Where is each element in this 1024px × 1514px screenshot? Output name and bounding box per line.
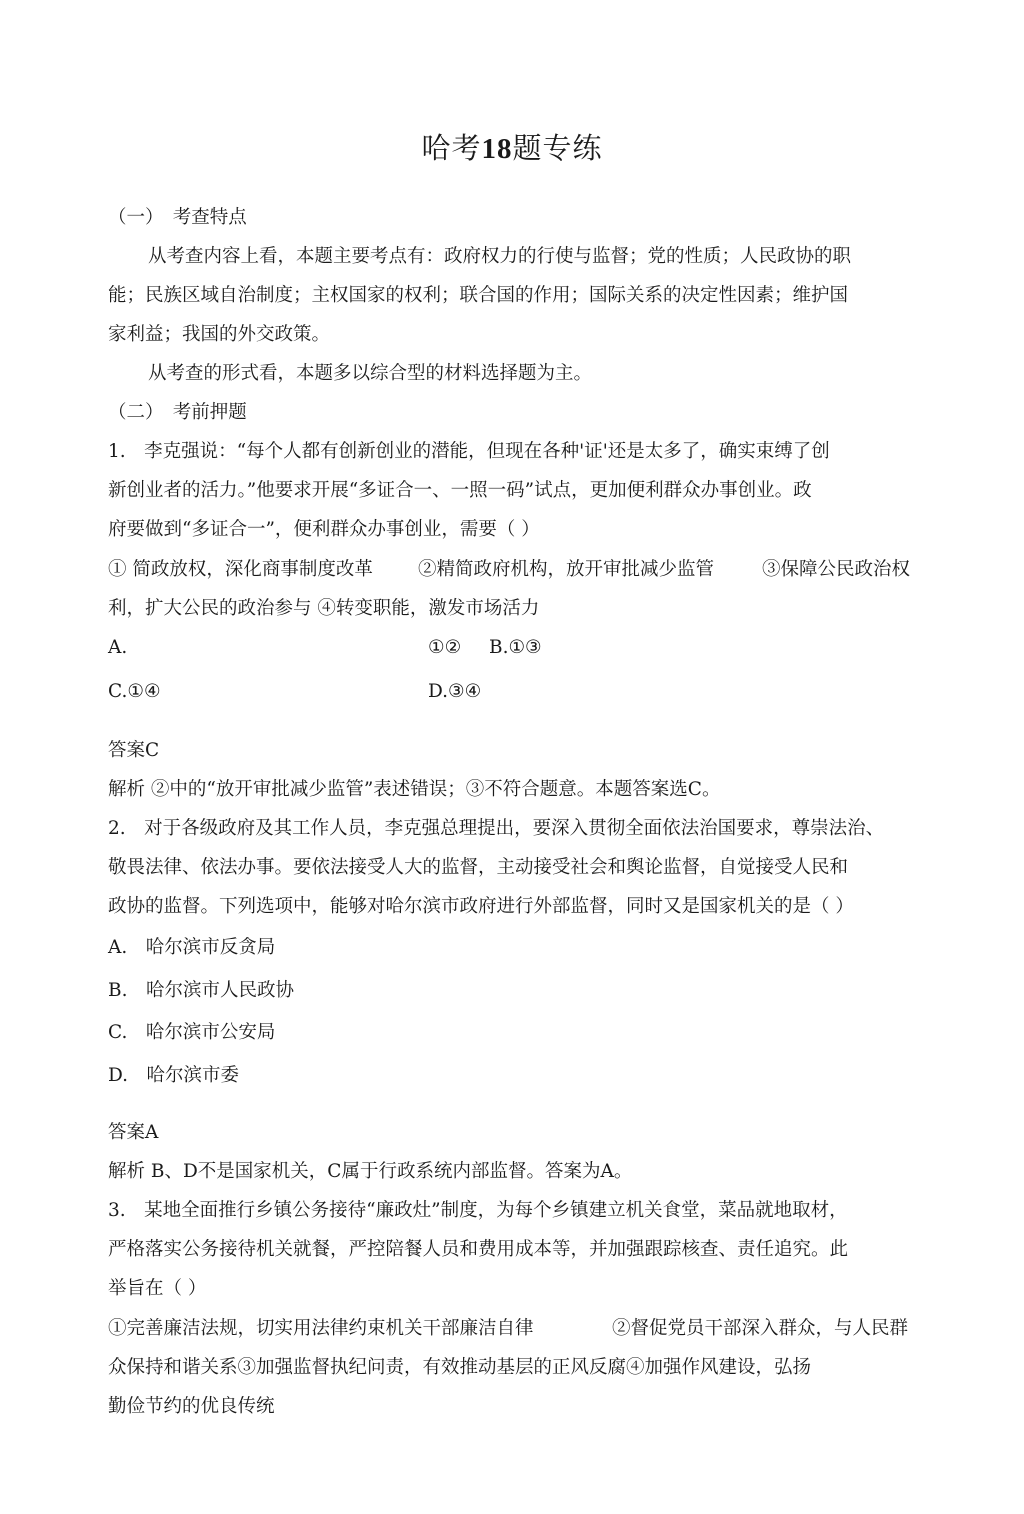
q2-analysis: 解析 B、D不是国家机关，C属于行政系统内部监督。答案为A。 xyxy=(108,1161,633,1182)
q2-option-d: D. 哈尔滨市委 xyxy=(108,1065,240,1086)
q1-options-line-1b: ②精简政府机构，放开审批减少监管 xyxy=(418,559,715,580)
title-suffix: 题专练 xyxy=(512,131,603,165)
q2-option-a: A. 哈尔滨市反贪局 xyxy=(108,937,276,958)
q3-options-line-3: 勤俭节约的优良传统 xyxy=(108,1396,275,1417)
q1-answer: 答案C xyxy=(108,740,160,761)
q1-stem-line-1: 1. 李克强说：“每个人都有创新创业的潜能，但现在各种'证'还是太多了，确实束缚了创 xyxy=(108,441,830,462)
page-title xyxy=(0,126,1024,167)
q1-stem-line-2: 新创业者的活力。”他要求开展“多证合一、一照一码”试点，更加便利群众办事创业。政 xyxy=(108,480,812,501)
q1-analysis: 解析 ②中的“放开审批减少监管”表述错误；③不符合题意。本题答案选C。 xyxy=(108,779,721,800)
section-1-paragraph-2: 从考查的形式看，本题多以综合型的材料选择题为主。 xyxy=(148,363,593,384)
q2-stem-line-1: 2. 对于各级政府及其工作人员，李克强总理提出，要深入贯彻全面依法治国要求，尊崇法治、 xyxy=(108,818,885,839)
q2-option-b: B. 哈尔滨市人民政协 xyxy=(108,980,294,1001)
q2-stem-line-2: 敬畏法律、依法办事。要依法接受人大的监督，主动接受社会和舆论监督，自觉接受人民和 xyxy=(108,857,849,878)
q1-choice-b: B.①③ xyxy=(489,637,542,658)
q3-options-line-1a: ①完善廉洁法规，切实用法律约束机关干部廉洁自律 xyxy=(108,1318,534,1339)
q1-options-line-1c: ③保障公民政治权 xyxy=(762,559,911,580)
section-1-heading: （一） 考查特点 xyxy=(108,207,247,228)
q2-stem-line-3: 政协的监督。下列选项中，能够对哈尔滨市政府进行外部监督，同时又是国家机关的是（ ） xyxy=(108,896,854,917)
section-1-paragraph-1-line-2: 能；民族区域自治制度；主权国家的权利；联合国的作用；国际关系的决定性因素；维护国 xyxy=(108,285,849,306)
q1-choice-a-label: A. xyxy=(108,637,128,658)
q3-stem-line-3: 举旨在（ ） xyxy=(108,1278,207,1299)
q1-options-line-1a: ① 简政放权，深化商事制度改革 xyxy=(108,559,373,580)
title-number: 18 xyxy=(481,133,513,165)
title-prefix: 哈考 xyxy=(421,131,482,165)
q1-options-line-2: 利，扩大公民的政治参与 ④转变职能，激发市场活力 xyxy=(108,598,540,619)
q1-choice-a-value: ①② xyxy=(428,637,462,658)
section-2-heading: （二） 考前押题 xyxy=(108,402,247,423)
q1-stem-line-3: 府要做到“多证合一”，便利群众办事创业，需要（ ） xyxy=(108,519,540,540)
section-1-paragraph-1-line-1: 从考查内容上看，本题主要考点有：政府权力的行使与监督；党的性质；人民政协的职 xyxy=(148,246,852,267)
q1-choice-d: D.③④ xyxy=(428,681,482,702)
q3-stem-line-2: 严格落实公务接待机关就餐，严控陪餐人员和费用成本等，并加强跟踪核查、责任追究。此 xyxy=(108,1239,849,1260)
q2-answer: 答案A xyxy=(108,1122,159,1143)
section-1-paragraph-1-line-3: 家利益；我国的外交政策。 xyxy=(108,324,331,345)
q3-options-line-2: 众保持和谐关系③加强监督执纪问责，有效推动基层的正风反腐④加强作风建设，弘扬 xyxy=(108,1357,812,1378)
q2-option-c: C. 哈尔滨市公安局 xyxy=(108,1022,276,1043)
q3-stem-line-1: 3. 某地全面推行乡镇公务接待“廉政灶”制度，为每个乡镇建立机关食堂，菜品就地取材， xyxy=(108,1200,848,1221)
q3-options-line-1b: ②督促党员干部深入群众，与人民群 xyxy=(612,1318,909,1339)
q1-choice-c: C.①④ xyxy=(108,681,161,702)
